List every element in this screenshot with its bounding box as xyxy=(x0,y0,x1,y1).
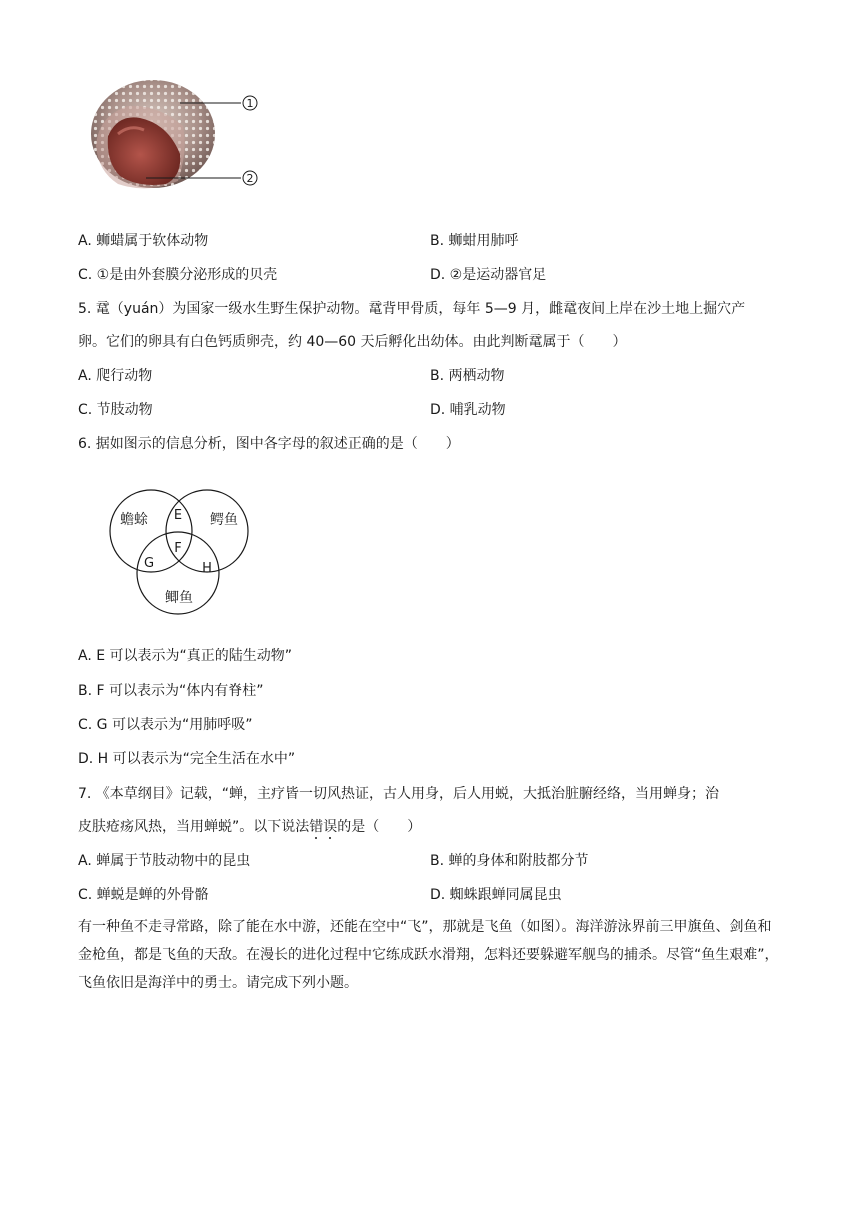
venn-letter-g: G xyxy=(143,556,155,571)
q7-stem-text-post: 的是（ ） xyxy=(337,819,422,835)
q5-option-b: B. 两栖动物 xyxy=(430,368,505,384)
q4-option-a: A. 蛳蜡属于软体动物 xyxy=(78,233,209,249)
q7-option-c: C. 蝉蜕是蝉的外骨骼 xyxy=(78,887,209,903)
q5-stem-line1: 5. 鼋（yuán）为国家一级水生野生保护动物。鼋背甲骨质，每年 5—9 月，雌鼋夜间上岸在沙土地上掘穴产 xyxy=(78,301,746,317)
q5-option-d: D. 哺乳动物 xyxy=(430,402,506,418)
venn-letter-f: F xyxy=(174,541,182,556)
q7-option-a: A. 蝉属于节肢动物中的昆虫 xyxy=(78,853,251,869)
q7-emphasis-char-1: 错 xyxy=(309,819,324,835)
q7-option-b: B. 蝉的身体和附肢都分节 xyxy=(430,853,589,869)
venn-label-bottom: 鲫鱼 xyxy=(165,590,193,606)
q7-stem-line2 xyxy=(78,817,421,837)
q6-stem: 6. 据如图示的信息分析，图中各字母的叙述正确的是（ ） xyxy=(78,436,460,452)
shell-figure xyxy=(78,76,278,201)
q7-stem-text-pre: 皮肤疮疡风热，当用蝉蜕”。以下说法 xyxy=(78,819,310,835)
q7-option-d: D. 蜘蛛跟蝉同属昆虫 xyxy=(430,887,562,903)
q5-option-c: C. 节肢动物 xyxy=(78,402,153,418)
svg-text:1: 1 xyxy=(246,97,254,110)
venn-label-left: 蟾蜍 xyxy=(120,512,148,528)
q6-option-b: B. F 可以表示为“体内有脊柱” xyxy=(78,683,264,699)
svg-text:2: 2 xyxy=(246,172,254,185)
venn-circle-right xyxy=(166,490,248,572)
q7-emphasis-char-2: 误 xyxy=(323,819,338,835)
q4-option-d: D. ②是运动器官足 xyxy=(430,267,547,283)
venn-letter-e: E xyxy=(173,508,183,523)
venn-label-right: 鳄鱼 xyxy=(210,512,238,528)
q4-option-b: B. 蛳蚶用肺呼 xyxy=(430,233,519,249)
venn-diagram xyxy=(104,486,254,616)
q4-option-c: C. ①是由外套膜分泌形成的贝壳 xyxy=(78,267,278,283)
q6-option-d: D. H 可以表示为“完全生活在水中” xyxy=(78,751,296,767)
flying-fish-passage: 有一种鱼不走寻常路，除了能在水中游，还能在空中“飞”，那就是飞鱼（如图）。海洋游泳界前三甲旗鱼、剑鱼和金枪鱼，都是飞鱼的天敌。在漫长的进化过程中它练成跃水滑翔，怎料还要躲避军舰鸟的捕杀。尽管“鱼生艰难”，飞鱼依旧是海洋中的勇士。请完成下列小题。 xyxy=(78,919,779,991)
venn-letter-h: H xyxy=(202,561,212,576)
q5-stem-line2: 卵。它们的卵具有白色钙质卵壳，约 40—60 天后孵化出幼体。由此判断鼋属于（ ） xyxy=(78,334,627,350)
q7-stem-line1: 7. 《本草纲目》记载，“蝉，主疗皆一切风热证，古人用身，后人用蜕，大抵治脏腑经络，当用蝉身；治 xyxy=(78,786,720,802)
cockle-shell-icon xyxy=(91,80,215,188)
q6-option-c: C. G 可以表示为“用肺呼吸” xyxy=(78,717,253,733)
q5-option-a: A. 爬行动物 xyxy=(78,368,153,384)
q6-option-a: A. E 可以表示为“真正的陆生动物” xyxy=(78,648,293,664)
